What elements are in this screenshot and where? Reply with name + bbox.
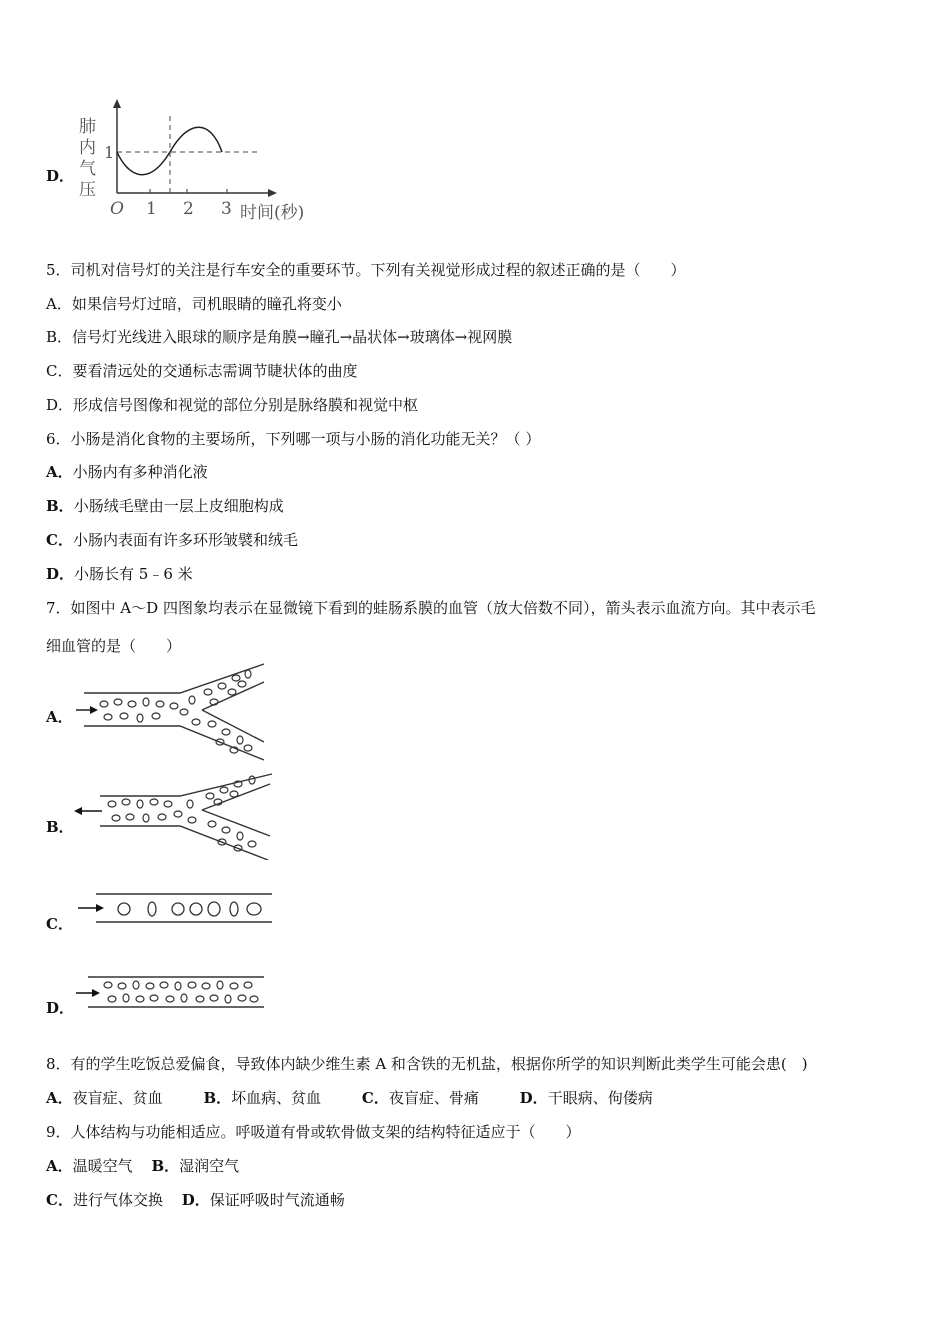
q4-option-d-label: D． — [46, 167, 75, 185]
q7-option-d-label: D． — [46, 999, 75, 1017]
q7-option-a-label: A． — [46, 708, 73, 726]
ylabel-char-4: 压 — [79, 180, 96, 200]
q6-stem: 6．小肠是消化食物的主要场所，下列哪一项与小肠的消化功能无关？（ ） — [46, 430, 541, 448]
q9-options-cd: C．进行气体交换 D．保证呼吸时气流通畅 — [46, 1191, 345, 1209]
q9-stem: 9．人体结构与功能相适应。呼吸道有骨或软骨做支架的结构特征适应于（ ） — [46, 1123, 581, 1141]
q5-option-a: A．如果信号灯过暗，司机眼睛的瞳孔将变小 — [46, 295, 342, 313]
x-tick-2: 2 — [183, 199, 194, 219]
q6-option-d: D．小肠长有 5﹣6 米 — [46, 565, 193, 583]
y-tick-1: 1 — [104, 143, 115, 162]
x-axis-arrow — [268, 189, 277, 197]
q5-stem: 5．司机对信号灯的关注是行车安全的重要环节。下列有关视觉形成过程的叙述正确的是（ ） — [46, 261, 686, 279]
q8-stem: 8．有的学生吃饭总爱偏食，导致体内缺少维生素 A 和含铁的无机盐，根据你所学的知识判断此类学生可能会患( ) — [46, 1055, 808, 1073]
vessel-diagram-c — [76, 888, 276, 928]
q7-stem-line-1: 7．如图中 A～D 四图象均表示在显微镜下看到的蛙肠系膜的血管（放大倍数不同），箭头表示血流方向。其中表示毛 — [46, 599, 816, 617]
ylabel-char-1: 肺 — [79, 117, 96, 137]
ylabel-char-2: 内 — [79, 138, 96, 158]
vessel-diagram-d — [74, 972, 269, 1012]
q7-option-b-label: B． — [46, 818, 74, 836]
ylabel-char-3: 气 — [79, 159, 96, 179]
q9-options-ab: A．温暖空气 B．湿润空气 — [46, 1157, 240, 1175]
q7-stem-line-2: 细血管的是（ ） — [46, 637, 182, 655]
vessel-diagram-a — [72, 660, 272, 765]
q8-options: A．夜盲症、贫血 B．坏血病、贫血 C．夜盲症、骨痛 D．干眼病、佝偻病 — [46, 1089, 653, 1107]
q6-option-b: B．小肠绒毛壁由一层上皮细胞构成 — [46, 497, 284, 515]
q6-option-c: C．小肠内表面有许多环形皱襞和绒毛 — [46, 531, 298, 549]
q6-option-a: A．小肠内有多种消化液 — [46, 463, 208, 481]
q5-option-c: C．要看清远处的交通标志需调节睫状体的曲度 — [46, 362, 358, 380]
lung-pressure-graph — [70, 98, 340, 226]
origin-label: O — [110, 199, 124, 219]
xlabel: 时间(秒) — [240, 203, 305, 223]
q5-option-d: D．形成信号图像和视觉的部位分别是脉络膜和视觉中枢 — [46, 396, 419, 414]
x-tick-1: 1 — [146, 199, 157, 219]
x-tick-3: 3 — [221, 199, 232, 219]
q7-option-c-label: C． — [46, 915, 73, 933]
vessel-diagram-b — [72, 770, 277, 860]
q5-option-b: B．信号灯光线进入眼球的顺序是角膜→瞳孔→晶状体→玻璃体→视网膜 — [46, 328, 513, 346]
y-axis-arrow — [113, 99, 121, 108]
